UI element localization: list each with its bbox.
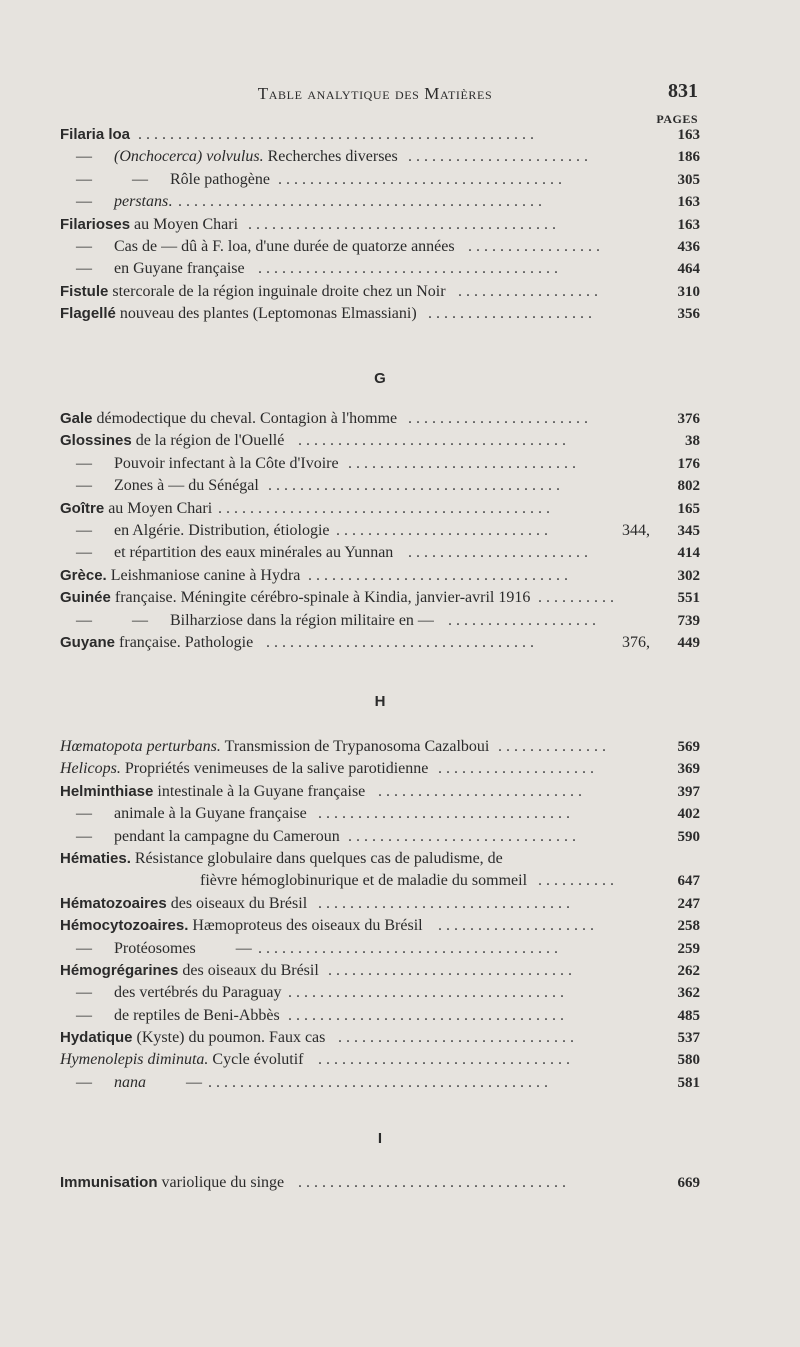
entry-keyword-italic: Hœmatopota perturbans. [60, 738, 221, 755]
entry-keyword: Hématozoaires [60, 894, 167, 912]
entry-description: (Kyste) du poumon. Faux cas [132, 1029, 326, 1047]
leader-dots: .................................... [278, 170, 566, 188]
section-f-entries [60, 124, 700, 326]
leader-dots: ..................................... [268, 477, 564, 495]
entry-description: Protéosomes — [114, 939, 252, 957]
entry-page-number: 590 [677, 828, 700, 845]
entry-description: pendant la campagne du Cameroun [114, 827, 340, 845]
entry-text [60, 982, 282, 1004]
ditto-dash: — [76, 148, 92, 166]
index-entry [60, 982, 700, 1004]
leader-dots: ...................................... [258, 939, 562, 957]
leader-dots: .................................. [266, 633, 538, 651]
entry-description: — [146, 1073, 202, 1091]
index-entry [60, 610, 700, 632]
entry-text [60, 736, 489, 758]
entry-keyword: Immunisation [60, 1174, 158, 1191]
index-entry [60, 565, 700, 587]
entry-text [60, 587, 530, 609]
leader-dots: .......... [538, 589, 618, 607]
entry-continuation: fièvre hémoglobinurique et de maladie du sommeil [200, 872, 528, 890]
entry-description: Leishmaniose canine à Hydra [106, 566, 301, 584]
index-entry [60, 146, 700, 168]
entry-description: . [168, 193, 173, 211]
entry-description: variolique du singe [157, 1174, 285, 1191]
entry-description: Pouvoir infectant à la Côte d'Ivoire [114, 454, 339, 472]
leader-dots: ..................... [428, 305, 596, 323]
entry-text-italic: (Onchocerca) volvulus. [114, 148, 264, 166]
leader-dots: .......................................... [218, 499, 554, 517]
entry-text [60, 915, 423, 937]
entry-page-number: 485 [677, 1007, 700, 1024]
entry-page-number: 739 [677, 612, 700, 629]
section-g-entries [60, 408, 700, 654]
entry-description: stercorale de la région inguinale droite chez un Noir [108, 282, 446, 300]
index-entry [60, 736, 700, 758]
index-entry [60, 169, 700, 191]
entry-text [60, 632, 253, 654]
entry-description: animale à la Guyane française [114, 805, 307, 823]
leader-dots: .................... [438, 917, 598, 935]
entry-text [60, 542, 393, 564]
leader-dots: .............................. [338, 1029, 578, 1047]
entry-text [60, 960, 319, 982]
pages-column-label: PAGES [656, 112, 698, 126]
entry-page-number: 186 [677, 149, 700, 166]
entry-keyword: Fistule [60, 282, 109, 300]
leader-dots: ................... [448, 611, 600, 629]
leader-dots: ....................... [408, 148, 592, 166]
entry-page-number: 551 [677, 590, 700, 607]
entry-page-number: 163 [677, 127, 700, 143]
entry-text [60, 453, 339, 475]
index-entry [60, 453, 700, 475]
entry-text [60, 124, 130, 146]
index-entry [60, 258, 700, 280]
index-entry [60, 124, 700, 146]
entry-text [60, 1005, 280, 1027]
ditto-dash: — [76, 193, 92, 211]
section-letter-g: G [374, 370, 386, 387]
entry-text [60, 408, 397, 430]
entry-text [60, 938, 252, 960]
index-entry [60, 758, 700, 780]
entry-text [60, 191, 172, 213]
entry-text [60, 870, 527, 892]
entry-description: et répartition des eaux minérales au Yunnan [114, 544, 394, 562]
entry-page-number: 581 [677, 1074, 700, 1091]
index-entry [60, 781, 700, 803]
entry-page-number: 580 [677, 1052, 700, 1069]
entry-keyword: Hémocytozoaires. [60, 917, 189, 935]
index-entry [60, 1072, 700, 1094]
leader-dots: ................................... [288, 1006, 568, 1024]
entry-text [60, 803, 307, 825]
entry-description: au Moyen Chari [104, 499, 213, 517]
entry-page-number: 669 [677, 1175, 700, 1191]
entry-page-number: 262 [677, 962, 700, 979]
entry-text [60, 848, 503, 870]
ditto-dash: — [76, 477, 92, 495]
leader-dots: .............................................. [178, 193, 546, 211]
index-entry [60, 915, 700, 937]
entry-keyword: Hémogrégarines [60, 961, 179, 979]
entry-page-number: 310 [677, 283, 700, 300]
leader-dots: .......................... [378, 782, 586, 800]
entry-page-number: 362 [677, 985, 700, 1002]
ditto-dash: — [76, 1073, 92, 1091]
index-entry [60, 826, 700, 848]
index-entry [60, 1027, 700, 1049]
entry-text-italic: perstans [114, 193, 169, 211]
entry-text [60, 893, 307, 915]
entry-text-italic: nana [114, 1073, 146, 1091]
ditto-dash: — — [76, 170, 148, 188]
entry-description: Bilharziose dans la région militaire en — [170, 611, 434, 629]
entry-text [60, 146, 398, 168]
ditto-dash: — [76, 260, 92, 278]
index-entry [60, 848, 700, 870]
entry-keyword: Filarioses [60, 215, 131, 233]
entry-text [60, 610, 434, 632]
entry-page-number: 436 [677, 238, 700, 255]
entry-keyword-italic: Helicops. [60, 760, 121, 778]
index-entry [60, 281, 700, 303]
index-entry [60, 1005, 700, 1027]
entry-text [60, 1027, 325, 1049]
entry-text [60, 758, 428, 780]
entry-page-number: 402 [677, 806, 700, 823]
index-entry [60, 498, 700, 520]
index-entry [60, 938, 700, 960]
entry-description: française. Méningite cérébro-spinale à Kindia, janvier-avril 1916 [110, 589, 531, 607]
entry-description: Résistance globulaire dans quelques cas de paludisme, de [130, 849, 503, 867]
entry-description: des oiseaux du Brésil [166, 894, 308, 912]
entry-page-number: 449 [677, 634, 700, 651]
entry-extra-page: 344, [622, 521, 650, 539]
ditto-dash: — [76, 984, 92, 1002]
index-entry [60, 236, 700, 258]
leader-dots: ........................................... [208, 1073, 552, 1091]
entry-keyword: Guinée [60, 589, 111, 607]
entry-page-number: 302 [677, 567, 700, 584]
entry-description: au Moyen Chari [130, 215, 239, 233]
leader-dots: .................... [438, 760, 598, 778]
entry-description: démodectique du cheval. Contagion à l'homme [92, 410, 398, 427]
entry-page-number: 569 [677, 739, 700, 755]
entry-text [60, 520, 330, 542]
entry-text [60, 826, 340, 848]
index-entry [60, 1049, 700, 1071]
leader-dots: ................................ [318, 894, 574, 912]
entry-description: Recherches diverses [263, 148, 398, 166]
entry-page-number: 258 [677, 918, 700, 935]
entry-keyword: Filaria loa [60, 126, 131, 143]
leader-dots: ....................... [408, 410, 592, 427]
index-entry [60, 893, 700, 915]
entry-description: de la région de l'Ouellé [131, 432, 285, 450]
entry-keyword: Grèce. [60, 566, 107, 584]
leader-dots: .................. [458, 282, 602, 300]
entry-page-number: 163 [677, 194, 700, 211]
entry-description: de reptiles de Beni-Abbès [114, 1006, 280, 1024]
entry-page-number: 376 [677, 411, 700, 427]
index-entry [60, 870, 700, 892]
entry-page-number: 345 [677, 522, 700, 539]
entry-description: des oiseaux du Brésil [178, 961, 319, 979]
entry-description: Cas de — dû à F. loa, d'une durée de quatorze années [114, 237, 455, 255]
entry-text [60, 1072, 202, 1094]
index-entry [60, 303, 700, 325]
index-entry [60, 475, 700, 497]
leader-dots: .................................................. [138, 126, 538, 143]
page-number: 831 [668, 80, 698, 102]
entry-page-number: 259 [677, 940, 700, 957]
leader-dots: ....................... [408, 544, 592, 562]
leader-dots: ................................ [318, 805, 574, 823]
entry-description: Cycle évolutif [208, 1051, 304, 1069]
entry-page-number: 163 [677, 216, 700, 233]
index-entry [60, 542, 700, 564]
index-entry [60, 214, 700, 236]
entry-text [60, 1049, 304, 1071]
ditto-dash: — [76, 1006, 92, 1024]
entry-text [60, 169, 270, 191]
entry-page-number: 356 [677, 306, 700, 323]
entry-text [60, 236, 455, 258]
leader-dots: ................................... [288, 984, 568, 1002]
entry-description: intestinale à la Guyane française [153, 782, 366, 800]
index-entry [60, 587, 700, 609]
entry-description: en Guyane française [114, 260, 245, 278]
ditto-dash: — [76, 805, 92, 823]
entry-keyword-italic: Hymenolepis diminuta. [60, 1051, 209, 1069]
ditto-dash: — — [76, 611, 148, 629]
entry-description: Rôle pathogène [170, 170, 270, 188]
entry-text [60, 281, 446, 303]
leader-dots: ............................... [328, 961, 576, 979]
entry-description: Propriétés venimeuses de la salive parotidienne [120, 760, 429, 778]
entry-keyword: Goître [60, 499, 105, 517]
index-entry [60, 408, 700, 430]
leader-dots: ...................................... [258, 260, 562, 278]
section-h-entries [60, 736, 700, 1094]
ditto-dash: — [76, 521, 92, 539]
entry-page-number: 38 [685, 433, 700, 450]
index-entry [60, 960, 700, 982]
entry-keyword: Gale [60, 410, 93, 427]
entry-description: française. Pathologie [115, 633, 254, 651]
entry-keyword: Helminthiase [60, 782, 154, 800]
leader-dots: ............................. [348, 827, 580, 845]
index-entry [60, 520, 700, 542]
entry-text [60, 781, 365, 803]
entry-text [60, 1172, 284, 1194]
ditto-dash: — [76, 939, 92, 957]
ditto-dash: — [76, 237, 92, 255]
entry-text [60, 214, 238, 236]
ditto-dash: — [76, 544, 92, 562]
section-i-entries [60, 1172, 700, 1194]
entry-text [60, 303, 417, 325]
ditto-dash: — [76, 454, 92, 472]
index-entry [60, 191, 700, 213]
entry-keyword: Flagellé [60, 305, 116, 323]
leader-dots: .......... [538, 872, 618, 890]
entry-page-number: 247 [677, 895, 700, 912]
ditto-dash: — [76, 827, 92, 845]
leader-dots: ................. [468, 237, 604, 255]
section-letter-i: I [377, 1130, 383, 1147]
index-entry [60, 803, 700, 825]
entry-page-number: 537 [677, 1030, 700, 1047]
entry-description: Transmission de Trypanosoma Cazalboui [220, 738, 490, 755]
entry-description: Hæmoproteus des oiseaux du Brésil [188, 917, 423, 935]
entry-keyword: Glossines [60, 432, 132, 450]
entry-text [60, 498, 212, 520]
entry-page-number: 464 [677, 261, 700, 278]
section-letter-h: H [374, 693, 386, 710]
entry-page-number: 176 [677, 455, 700, 472]
entry-text [60, 475, 259, 497]
entry-extra-page: 376, [622, 633, 650, 651]
index-entry [60, 1172, 700, 1194]
entry-page-number: 802 [677, 478, 700, 495]
entry-page-number: 647 [677, 873, 700, 890]
entry-description: des vertébrés du Paraguay [114, 984, 282, 1002]
leader-dots: ........................... [336, 521, 552, 539]
entry-description: en Algérie. Distribution, étiologie [114, 521, 330, 539]
entry-keyword: Hématies. [60, 849, 131, 867]
leader-dots: .................................. [298, 432, 570, 450]
leader-dots: ................................. [308, 566, 572, 584]
entry-page-number: 414 [677, 545, 700, 562]
index-entry [60, 632, 700, 654]
running-head [0, 80, 800, 110]
index-entry [60, 430, 700, 452]
entry-text [60, 430, 284, 452]
leader-dots: ............................. [348, 454, 580, 472]
entry-page-number: 397 [677, 783, 700, 800]
entry-keyword: Guyane [60, 633, 116, 651]
leader-dots: ....................................... [248, 215, 560, 233]
entry-text [60, 565, 300, 587]
entry-page-number: 165 [677, 500, 700, 517]
entry-text [60, 258, 245, 280]
entry-description: Zones à — du Sénégal [114, 477, 259, 495]
running-title: Table analytique des Matières [257, 84, 493, 103]
entry-page-number: 369 [677, 761, 700, 778]
entry-page-number: 305 [677, 171, 700, 188]
leader-dots: ................................ [318, 1051, 574, 1069]
entry-keyword: Hydatique [60, 1029, 133, 1047]
leader-dots: .................................. [298, 1174, 570, 1191]
entry-description: nouveau des plantes (Leptomonas Elmassiani) [115, 305, 417, 323]
leader-dots: .............. [498, 738, 610, 755]
